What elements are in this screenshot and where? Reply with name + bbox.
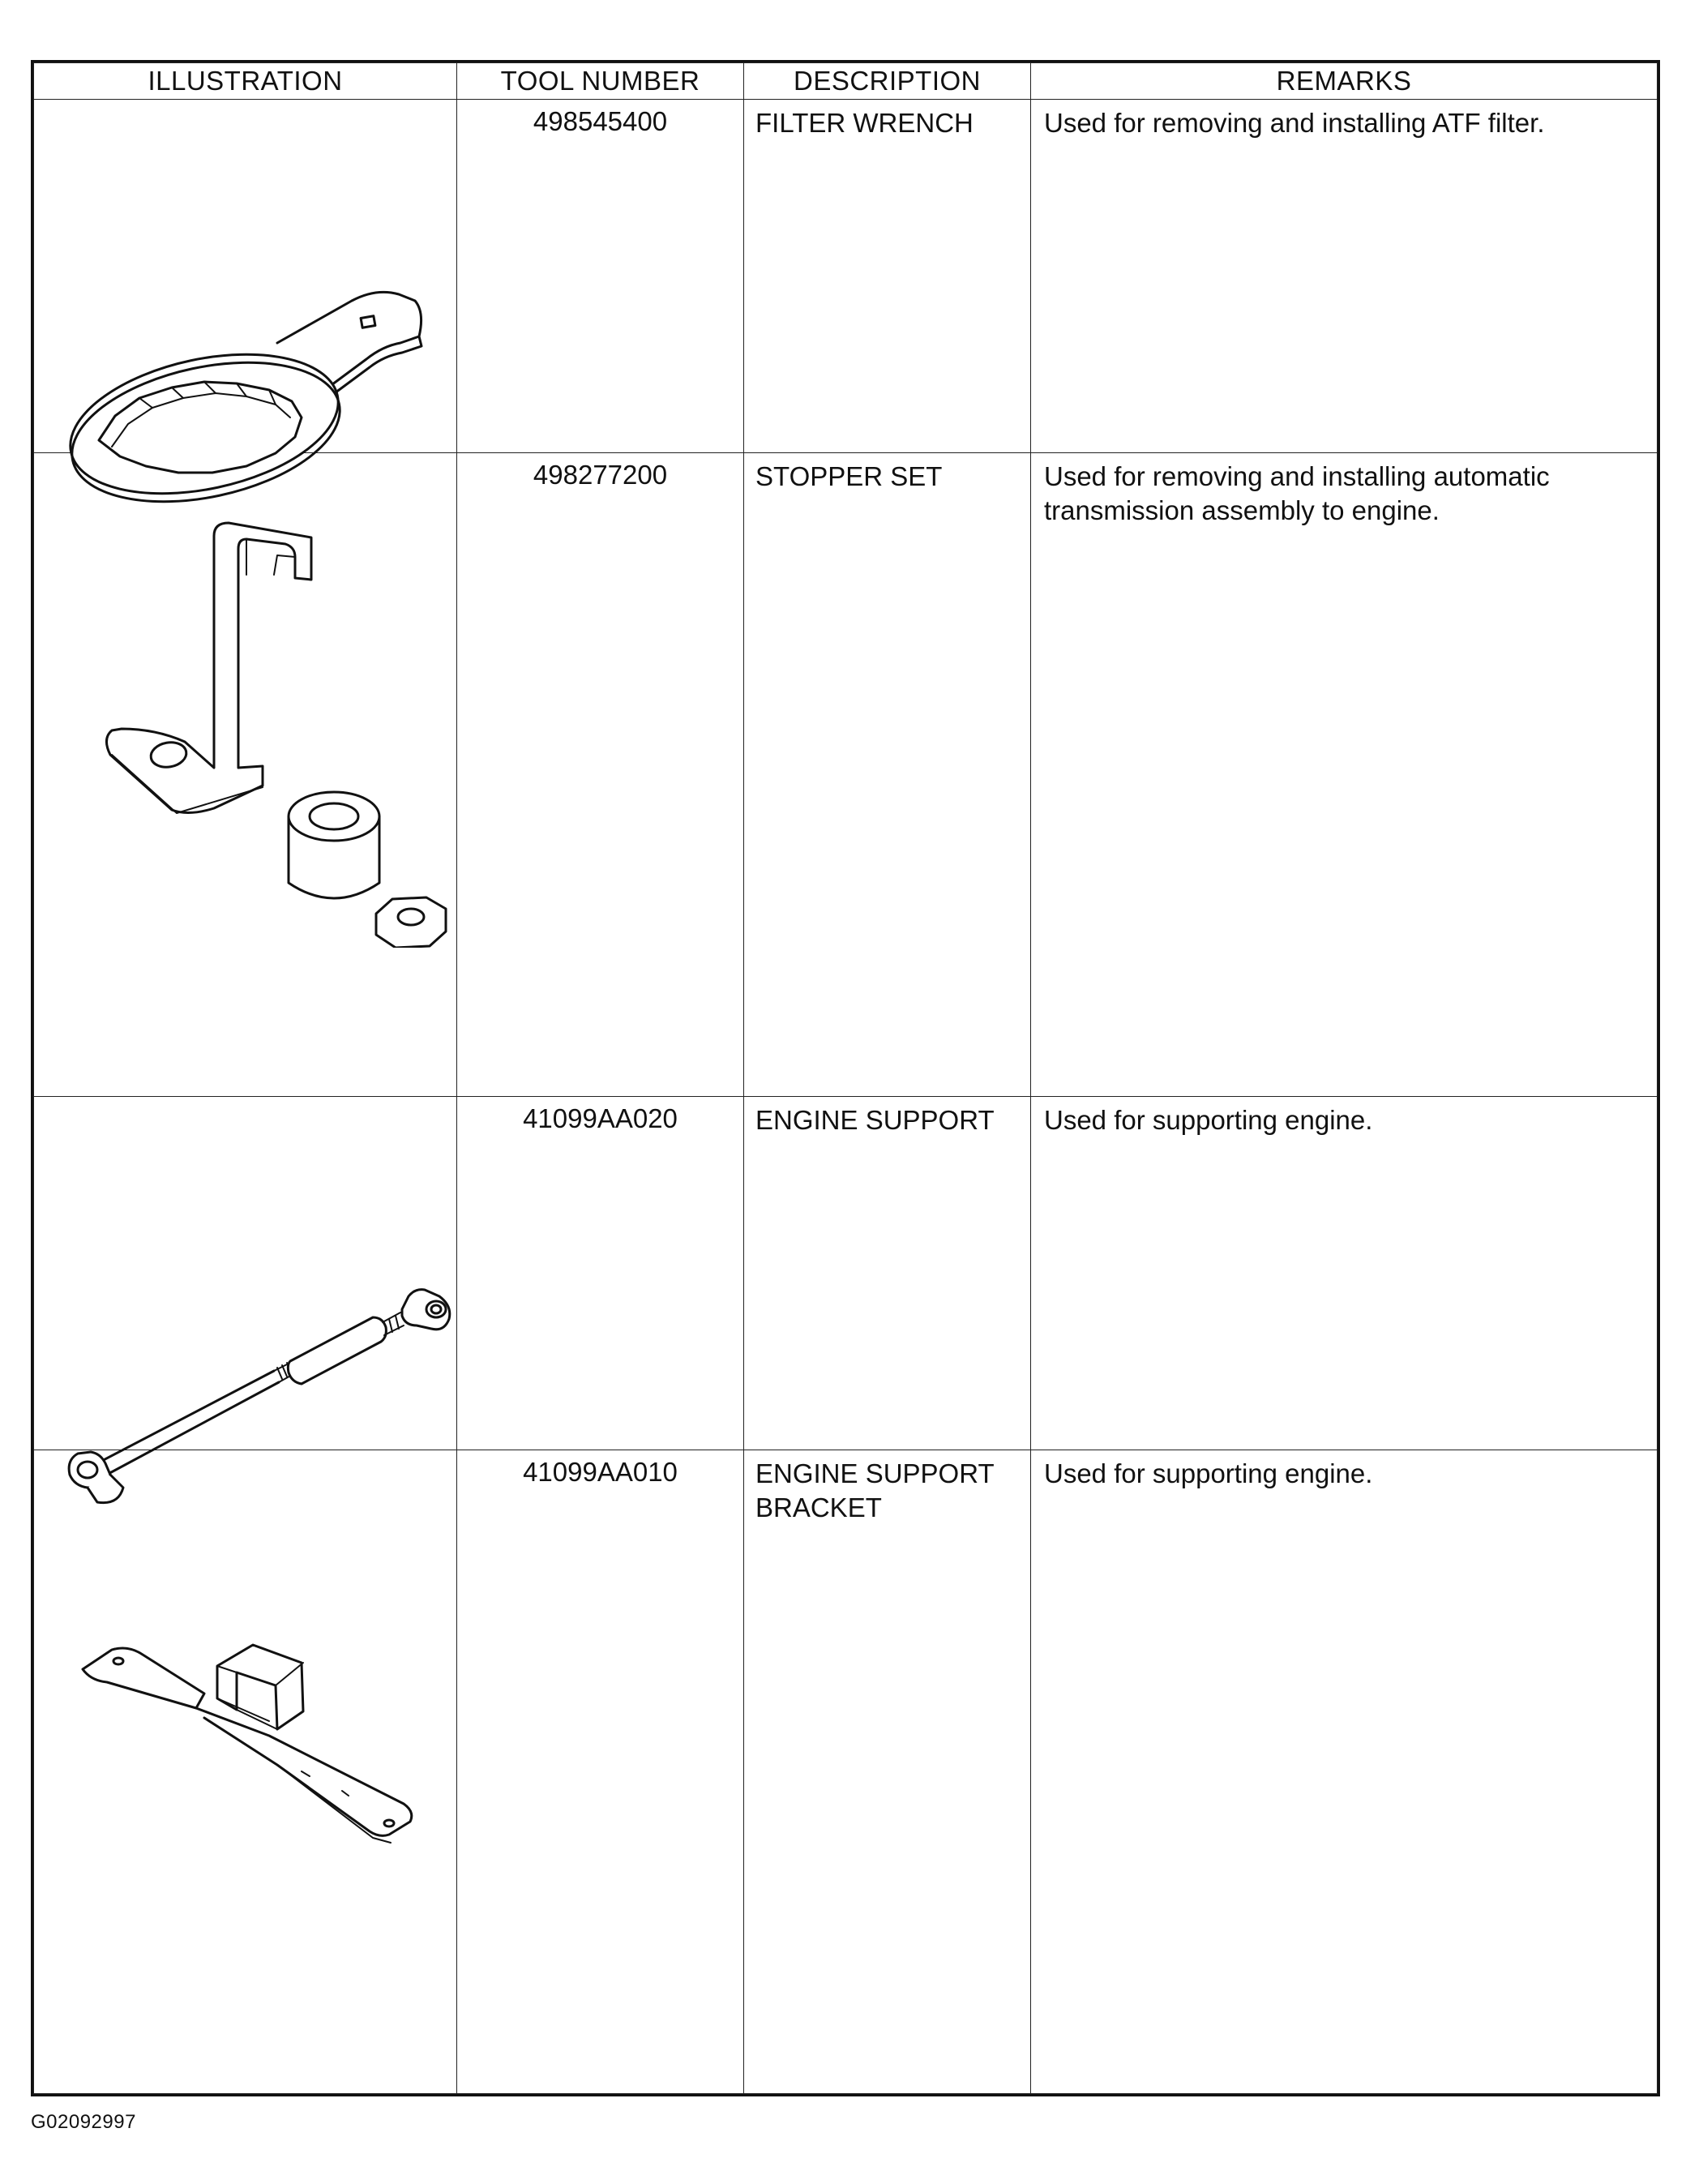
- remarks-cell: Used for supporting engine.: [1031, 1450, 1658, 2093]
- description-cell: ENGINE SUPPORT: [744, 1097, 1031, 1450]
- engine-support-bracket-icon: [34, 1450, 456, 1945]
- tool-number-cell: 41099AA010: [457, 1450, 744, 2093]
- illustration-cell: [34, 100, 457, 453]
- illustration-cell: [34, 1450, 457, 2093]
- header-description: DESCRIPTION: [744, 63, 1031, 100]
- table-row: [34, 1450, 1658, 2093]
- description-cell: ENGINE SUPPORT BRACKET: [744, 1450, 1031, 2093]
- illustration-cell: [34, 1097, 457, 1450]
- tool-number-cell: 498545400: [457, 100, 744, 453]
- remarks-cell: Used for supporting engine.: [1031, 1097, 1658, 1450]
- tool-number-cell: 41099AA020: [457, 1097, 744, 1450]
- table-header-row: [34, 63, 1658, 100]
- header-tool-number: TOOL NUMBER: [457, 63, 744, 100]
- special-tools-table-frame: [31, 60, 1660, 2096]
- description-cell: FILTER WRENCH: [744, 100, 1031, 453]
- illustration-cell: [34, 452, 457, 1096]
- table-row: [34, 452, 1658, 1096]
- special-tools-table: [33, 62, 1658, 2094]
- description-cell: STOPPER SET: [744, 452, 1031, 1096]
- remarks-cell: Used for removing and installing ATF filter.: [1031, 100, 1658, 453]
- header-remarks: REMARKS: [1031, 63, 1658, 100]
- figure-id: G02092997: [31, 2111, 136, 2133]
- tool-number-cell: 498277200: [457, 452, 744, 1096]
- table-row: [34, 100, 1658, 453]
- stopper-set-icon: [34, 453, 456, 948]
- header-illustration: ILLUSTRATION: [34, 63, 457, 100]
- remarks-cell: Used for removing and installing automatic transmission assembly to engine.: [1031, 452, 1658, 1096]
- table-row: [34, 1097, 1658, 1450]
